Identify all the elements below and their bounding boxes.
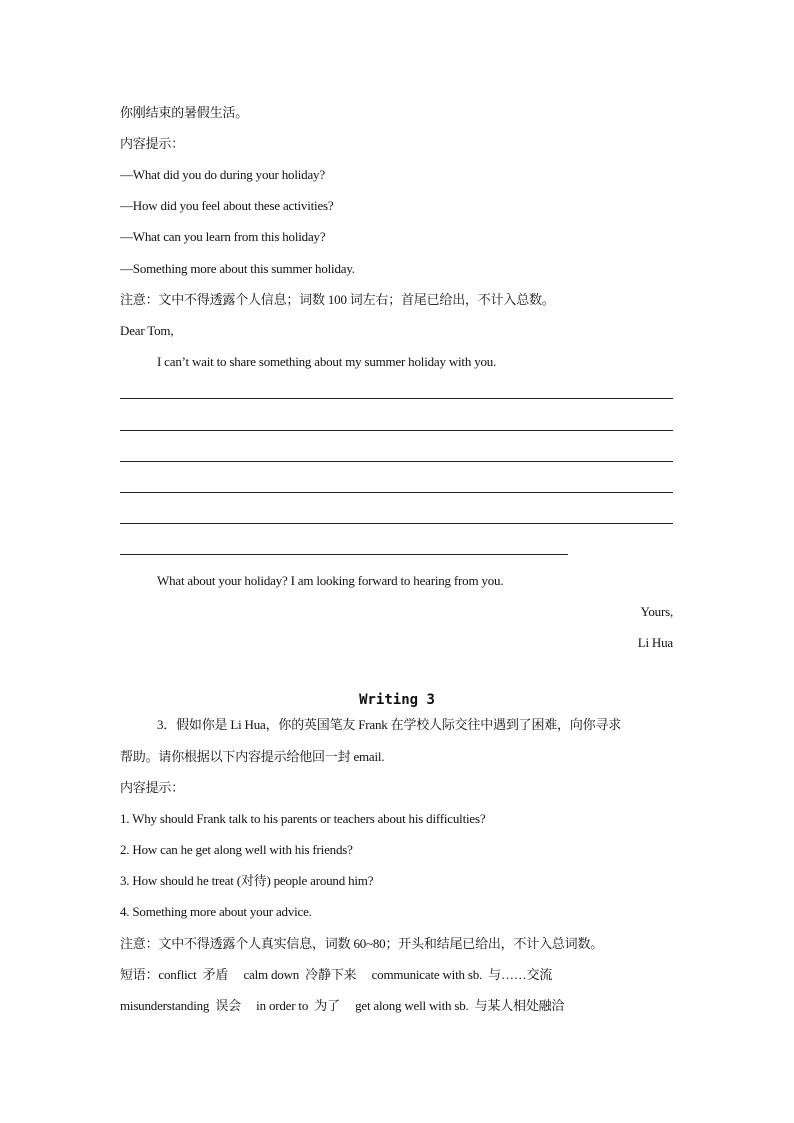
answer-line[interactable] (120, 554, 568, 555)
phrases-line: 短语：conflict 矛盾 calm down 冷静下来 communicate with sb. 与……交流 (120, 967, 553, 982)
hint-item: —How did you feel about these activities? (120, 198, 334, 213)
letter-opening: I can’t wait to share something about my summer holiday with you. (157, 354, 497, 369)
hints-label: 内容提示： (120, 136, 185, 151)
prompt-line: 帮助。请你根据以下内容提示给他回一封 email. (120, 749, 385, 764)
answer-line[interactable] (120, 398, 673, 399)
hint-item: 3. How should he treat (对待) people around him? (120, 873, 374, 888)
hints-label: 内容提示： (120, 780, 185, 795)
phrases-line: misunderstanding 误会 in order to 为了 get along well with sb. 与某人相处融洽 (120, 998, 565, 1013)
intro-tail: 你刚结束的暑假生活。 (120, 105, 249, 120)
hint-item: —Something more about this summer holiday. (120, 261, 355, 276)
letter-signoff: Yours, (640, 604, 673, 619)
letter-greeting: Dear Tom, (120, 323, 174, 338)
section-title: Writing 3 (359, 692, 435, 708)
hint-item: 1. Why should Frank talk to his parents or teachers about his difficulties? (120, 811, 486, 826)
hint-item: —What did you do during your holiday? (120, 167, 325, 182)
hint-item: 4. Something more about your advice. (120, 904, 312, 919)
answer-line[interactable] (120, 492, 673, 493)
writing-note: 注意：文中不得透露个人信息；词数 100 词左右；首尾已给出，不计入总数。 (120, 292, 555, 307)
letter-closing: What about your holiday? I am looking forward to hearing from you. (157, 573, 504, 588)
answer-line[interactable] (120, 430, 673, 431)
answer-line[interactable] (120, 523, 673, 524)
letter-signature: Li Hua (637, 635, 673, 650)
answer-line[interactable] (120, 461, 673, 462)
writing-note: 注意：文中不得透露个人真实信息，词数 60~80；开头和结尾已给出，不计入总词数。 (120, 936, 604, 951)
hint-item: —What can you learn from this holiday? (120, 229, 326, 244)
hint-item: 2. How can he get along well with his friends? (120, 842, 353, 857)
prompt-line: 3．假如你是 Li Hua，你的英国笔友 Frank 在学校人际交往中遇到了困难，向你寻求 (157, 717, 622, 732)
